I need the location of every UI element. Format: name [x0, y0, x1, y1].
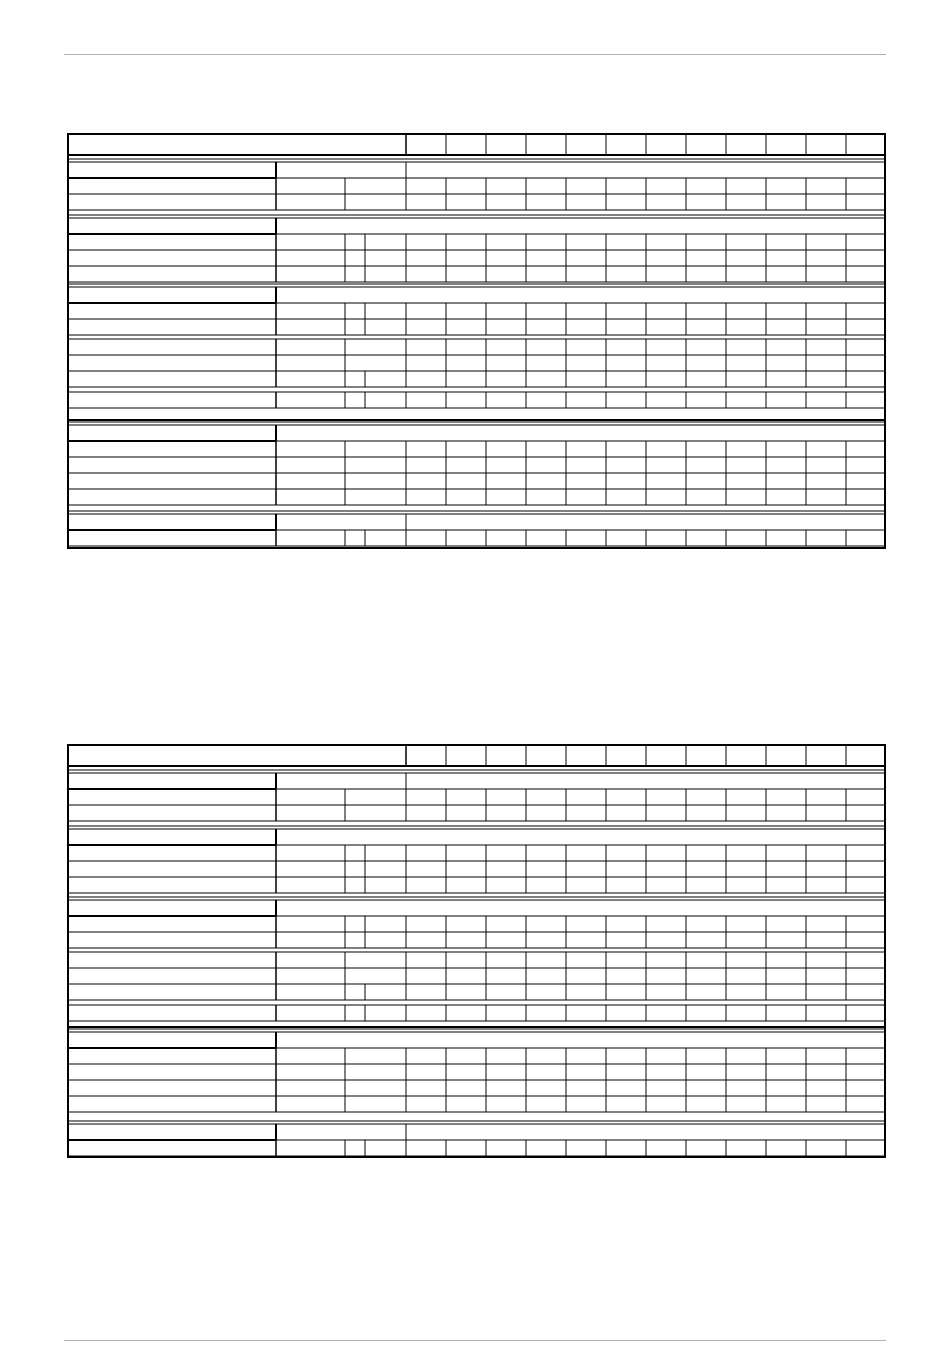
table-frame [68, 134, 885, 548]
blank-table-form-1 [67, 133, 886, 550]
footer-rule [64, 1340, 886, 1341]
blank-table-form-2 [67, 744, 886, 1159]
table-grid [67, 744, 886, 1159]
table-frame [68, 745, 885, 1157]
table-grid [67, 133, 886, 550]
header-rule [64, 54, 886, 55]
